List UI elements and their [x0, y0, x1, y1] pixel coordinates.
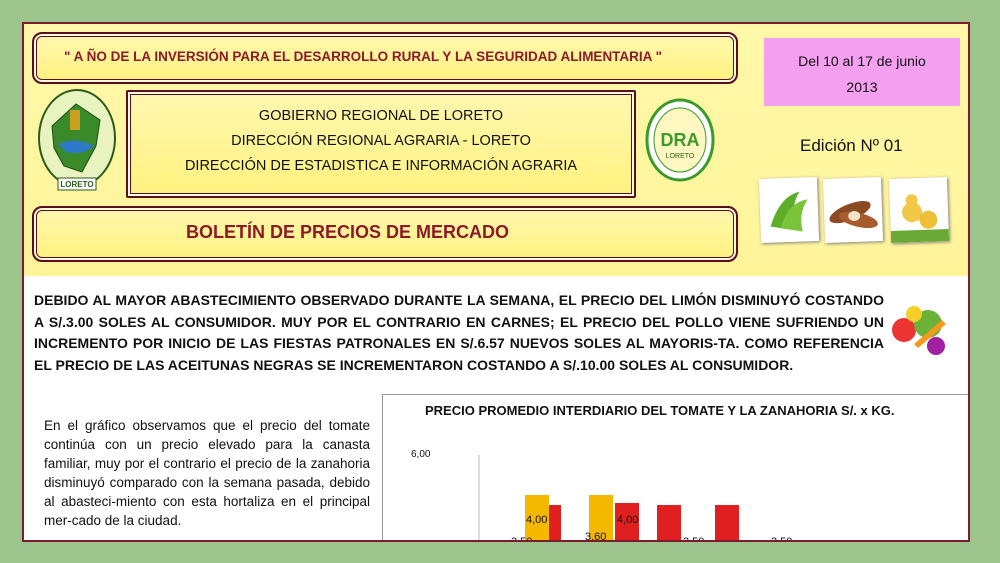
data-label-tomate-2: 3,50	[683, 536, 705, 548]
bulletin-page	[22, 22, 970, 552]
chart-plot	[383, 395, 969, 552]
bulletin-title: BOLETÍN DE PRECIOS DE MERCADO	[186, 222, 510, 242]
institution-line: DIRECCIÓN DE ESTADISTICA E INFORMACIÓN AGRARIA	[184, 158, 578, 174]
dra-logo	[644, 98, 716, 182]
legend-swatch-tomate	[861, 541, 869, 542]
date-range: Del 10 al 17 de junio	[798, 53, 926, 69]
gobierno-regional-logo	[36, 86, 118, 194]
date-year: 2013	[846, 79, 878, 95]
logo-right-label: DRA	[660, 130, 700, 150]
institution-box	[126, 90, 636, 198]
logo-left-label: LORETO	[60, 180, 94, 189]
bar-tomate-2	[657, 505, 681, 542]
data-label-series2-0: 4,00	[526, 514, 548, 526]
date-box	[764, 38, 960, 106]
analysis-paragraph: En el gráfico observamos que el precio del tomate continúa con un precio elevado para la canasta familiar, muy por el contrario el precio de la zanahoria disminuyó comparado con la semana pasada, debido al abasteci-miento con esta hortaliza en el principal mer-cado de la ciudad.	[44, 418, 370, 528]
data-label-tomate-0: 3,50	[511, 536, 533, 548]
data-label-series2-1: 4,00	[617, 514, 639, 526]
bar-tomate-3	[715, 505, 739, 542]
institution-line: GOBIERNO REGIONAL DE LORETO	[258, 108, 504, 124]
slogan-banner	[32, 32, 738, 84]
logo-right-sub: LORETO	[665, 153, 695, 160]
price-chart	[382, 394, 970, 552]
header-area	[24, 24, 968, 276]
legend-label-tomate: TOMATE	[875, 541, 917, 552]
vegetables-illustration	[884, 294, 956, 364]
y-tick-label: 6,00	[411, 449, 431, 460]
slogan-text: " A ÑO DE LA INVERSIÓN PARA EL DESARROLLO RURAL Y LA SEGURIDAD ALIMENTARIA "	[64, 49, 663, 64]
summary-text: DEBIDO AL MAYOR ABASTECIMIENTO OBSERVADO DURANTE LA SEMANA, EL PRECIO DEL LIMÓN DISMINUYÓ COSTANDO A S/.3.00 SOLES AL CONSUMIDOR. MUY POR EL CONTRARIO EN CARNES; EL PRECIO DEL POLLO VIENE SUFRIENDO UN INCREMENTO POR INICIO DE LAS FIESTAS PATRONALES EN S/.6.57 NUEVOS SOLES AL MAYORIS-TA. COMO REFERENCIA EL PRECIO DE LAS ACEITUNAS NEGRAS SE INCREMENTARON COSTANDO A S/.10.00 SOLES AL CONSUMIDOR.	[34, 292, 884, 373]
edition-label: Edición Nº 01	[800, 136, 903, 155]
data-label-tomate-1: 3,60	[585, 531, 607, 543]
bulletin-title-banner	[32, 206, 738, 262]
data-label-tomate-3: 3,50	[771, 536, 793, 548]
cassava-photo	[823, 177, 883, 243]
chick-photo	[889, 177, 949, 243]
institution-line: DIRECCIÓN REGIONAL AGRARIA - LORETO	[231, 133, 531, 149]
banana-photo	[759, 177, 819, 243]
chart-title: PRECIO PROMEDIO INTERDIARIO DEL TOMATE Y LA ZANAHORIA S/. x KG.	[425, 403, 895, 418]
